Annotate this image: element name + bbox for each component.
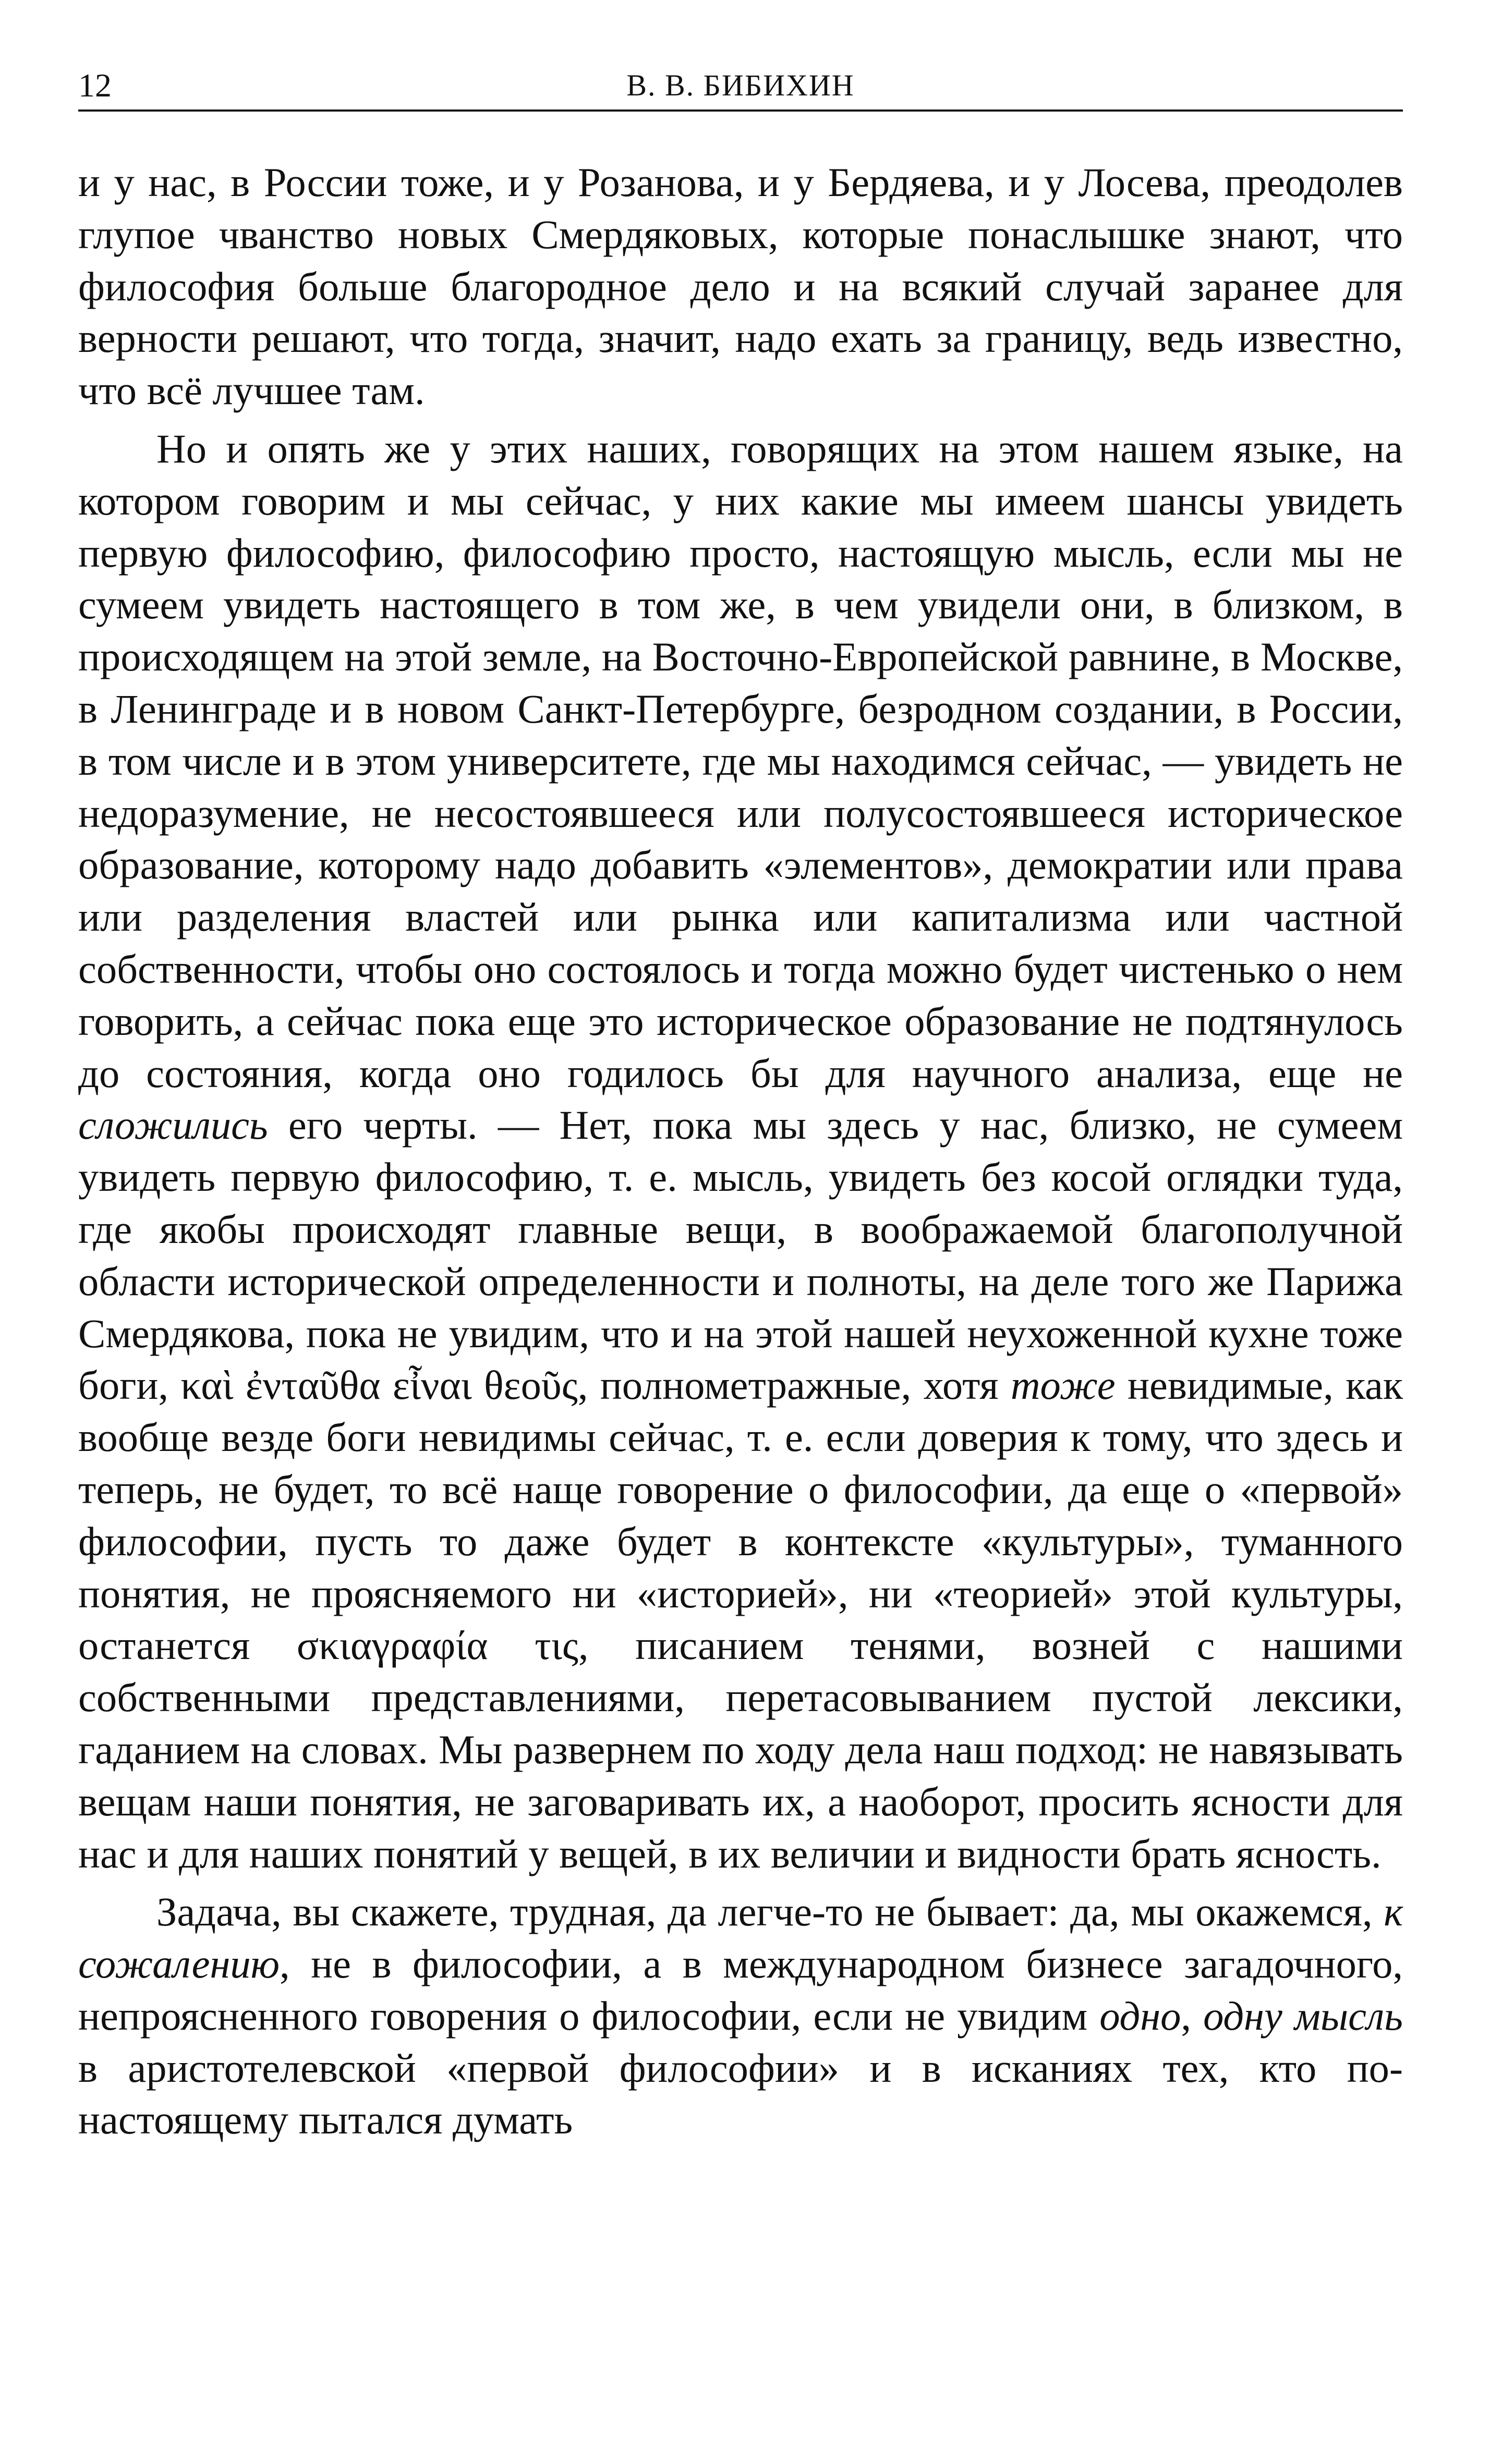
italic-run: одну мысль <box>1203 1993 1403 2039</box>
paragraph-continued <box>78 156 1403 417</box>
text-run: , <box>1181 1993 1204 2039</box>
italic-run: сложились <box>78 1102 268 1148</box>
body-text <box>78 156 1403 2146</box>
book-page <box>78 57 1403 2152</box>
page-number: 12 <box>78 67 112 104</box>
text-run: Но и опять же у этих наших, говорящих на этом нашем языке, на котором говорим и мы сейчас, у них какие мы имеем шансы увидеть первую философию, философию просто, настоящую мысль, если мы не сумеем увидеть настоящего в том же, в чем увидели они, в близком, в происходящем на этой земле, на Восточно-Европейской равнине, в Москве, в Ленинграде и в новом Санкт-Петербурге, безродном создании, в России, в том числе и в этом университете, где мы находимся сейчас, — увидеть не недоразумение, не несостоявшееся или полусостоявшееся историческое образование, которому надо добавить «элементов», демократии или права или разделения властей или рынка или капитализма или частной собственности, чтобы оно состоялось и тогда можно будет чистенько о нем говорить, а сейчас пока еще это историческое образование не подтянулось до состояния, когда оно годилось бы для научного анализа, еще не <box>78 425 1403 1096</box>
running-title: В. В. БИБИХИН <box>626 68 855 102</box>
paragraph <box>78 1886 1403 2146</box>
text-run: Задача, вы скажете, трудная, да легче-то не бывает: да, мы окажемся, <box>156 1889 1384 1935</box>
paragraph <box>78 423 1403 1880</box>
text-run: невидимые, как вообще везде боги невидимы сейчас, т. е. если доверия к тому, что здесь и теперь, не будет, то всё наще говорение о философии, да еще о «первой» философии, пусть то даже будет в контексте «культуры», туманного понятия, не проясняемого ни «историей», ни «теорией» этой культуры, останется σκιαγραφία τις, писанием тенями, возней с нашими собственными представлениями, перетасовыванием пустой лексики, гаданием на словах. Мы развернем по ходу дела наш подход: не навязывать вещам наши понятия, не заговаривать их, а наоборот, просить ясности для нас и для наших понятий у вещей, в их величии и видности брать ясность. <box>78 1362 1403 1876</box>
running-head <box>78 57 1403 112</box>
text-run: в аристотелевской «первой философии» и в исканиях тех, кто по-настоящему пытался думать <box>78 2045 1403 2143</box>
italic-run: тоже <box>1010 1362 1116 1408</box>
italic-run: одно <box>1099 1993 1181 2039</box>
italic-run: к сожалению <box>78 1889 1403 1987</box>
text-run: , не в философии, а в международном бизнесе загадочного, непроясненного говорения о философии, если не увидим <box>78 1941 1403 2039</box>
text-run: и у нас, в России тоже, и у Розанова, и у Бердяева, и у Лосева, преодолев глупое чванство новых Смердяковых, которые понаслышке знают, что философия больше благородное дело и на всякий случай заранее для верности решают, что тогда, значит, надо ехать за границу, ведь известно, что всё лучшее там. <box>78 160 1403 413</box>
text-run: его черты. — Нет, пока мы здесь у нас, близко, не сумеем увидеть первую философию, т. е. мысль, увидеть без косой оглядки туда, где якобы происходят главные вещи, в воображаемой благополучной области исторической определенности и полноты, на деле того же Парижа Смердякова, пока не увидим, что и на этой нашей неухоженной кухне тоже боги, καὶ ἐνταῦθα εἶναι θεοῦς, полнометражные, хотя <box>78 1102 1403 1408</box>
